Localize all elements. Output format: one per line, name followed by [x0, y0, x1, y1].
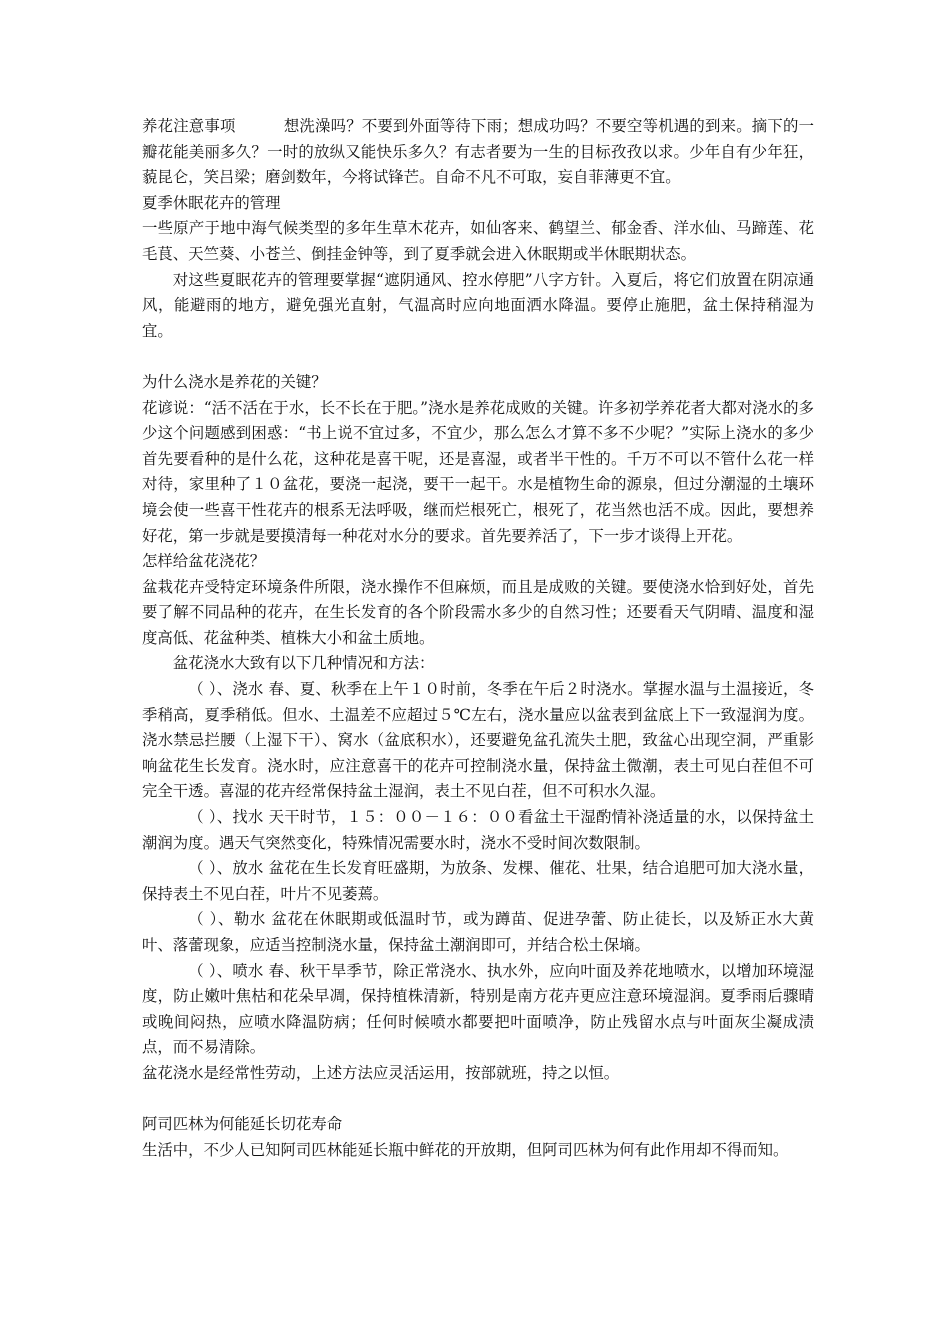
intro-paragraph [142, 114, 814, 191]
paragraph-watering-conclusion: 盆花浇水是经常性劳动，上述方法应灵活运用，按部就班，持之以恒。 [142, 1063, 620, 1082]
blank-line [142, 344, 814, 370]
section-heading-aspirin: 阿司匹林为何能延长切花寿命 [142, 1115, 343, 1134]
blank-line [142, 1087, 814, 1113]
motto-text: 想洗澡吗？不要到外面等待下雨；想成功吗？不要空等机遇的到来。摘下的一瓣花能美丽多久？一时的放纵又能快乐多久？有志者要为一生的目标孜孜以求。少年自有少年狂，藐昆仑，笑吕梁；磨剑数年，今将试锋芒。自命不凡不可取，妄自菲薄更不宜。 [142, 117, 814, 187]
method-item-water: （ ）、浇水 春、夏、秋季在上午１０时前，冬季在午后２时浇水。掌握水温与土温接近，冬季稍高，夏季稍低。但水、土温差不应超过５℃左右，浇水量应以盆表到盆底上下一致湿润为度。浇水禁忌拦腰（上湿下干）、窝水（盆底积水），还要避免盆孔流失土肥，致盆心出现空洞，严重影响盆花生长发育。浇水时，应注意喜干的花卉可控制浇水量，保持盆土微潮，表土可见白茬但不可完全干透。喜湿的花卉经常保持盆土湿润，表土不见白茬，但不可积水久湿。 [142, 680, 814, 801]
section-heading-why-watering: 为什么浇水是养花的关键？ [142, 372, 327, 391]
method-item-find-water: （ ）、找水 天干时节，１５：００－１６：００看盆土干湿酌情补浇适量的水，以保持盆土潮润为度。遇天气突然变化，特殊情况需要水时，浇水不受时间次数限制。 [142, 808, 814, 852]
paragraph-aspirin: 生活中，不少人已知阿司匹林能延长瓶中鲜花的开放期，但阿司匹林为何有此作用却不得而知。 [142, 1140, 789, 1159]
paragraph-dormant-care: 对这些夏眠花卉的管理要掌握“遮阴通风、控水停肥”八字方针。入夏后，将它们放置在阴凉通风，能避雨的地方，避免强光直射，气温高时应向地面洒水降温。要停止施肥，盆土保持稍湿为宜。 [142, 270, 814, 340]
paragraph-dormant-plants: 一些原产于地中海气候类型的多年生草木花卉，如仙客来、鹤望兰、郁金香、洋水仙、马蹄莲、花毛茛、天竺葵、小苍兰、倒挂金钟等，到了夏季就会进入休眠期或半休眠期状态。 [142, 219, 814, 263]
section-heading-summer-dormant: 夏季休眠花卉的管理 [142, 193, 281, 212]
document-title: 养花注意事项 [142, 117, 236, 135]
method-item-restrict-water: （ ）、勒水 盆花在休眠期或低温时节，或为蹲苗、促进孕蕾、防止徒长，以及矫正水大黄叶、落蕾现象，应适当控制浇水量，保持盆土潮润即可，并结合松土保墒。 [142, 910, 814, 954]
paragraph-watering-key: 花谚说：“活不活在于水，长不长在于肥。”浇水是养花成败的关键。许多初学养花者大都对浇水的多少这个问题感到困惑：“书上说不宜过多，不宜少，那么怎么才算不多不少呢？”实际上浇水的多少首先要看种的是什么花，这种花是喜干呢，还是喜湿，或者半干性的。千万不可以不管什么花一样对待，家里种了１０盆花，要浇一起浇，要干一起干。水是植物生命的源泉，但过分潮湿的土壤环境会使一些喜干性花卉的根系无法呼吸，继而烂根死亡，根死了，花当然也活不成。因此，要想养好花，第一步就是要摸清每一种花对水分的要求。首先要养活了，下一步才谈得上开花。 [142, 398, 814, 545]
method-item-release-water: （ ）、放水 盆花在生长发育旺盛期，为放条、发棵、催花、壮果，结合追肥可加大浇水量，保持表土不见白茬，叶片不见萎蔫。 [142, 859, 814, 903]
document-page [142, 114, 814, 1163]
section-heading-how-to-water: 怎样给盆花浇花？ [142, 552, 266, 571]
method-item-spray-water: （ ）、喷水 春、秋干旱季节，除正常浇水、执水外，应向叶面及养花地喷水，以增加环境湿度，防止嫩叶焦枯和花朵早凋，保持植株清新，特别是南方花卉更应注意环境湿润。夏季雨后骤晴或晚间闷热，应喷水降温防病；任何时候喷水都要把叶面喷净，防止残留水点与叶面灰尘凝成渍点，而不易清除。 [142, 961, 814, 1057]
paragraph-potted-watering: 盆栽花卉受特定环境条件所限，浇水操作不但麻烦，而且是成败的关键。要使浇水恰到好处，首先要了解不同品种的花卉，在生长发育的各个阶段需水多少的自然习性；还要看天气阴晴、温度和湿度高低、花盆种类、植株大小和盆土质地。 [142, 577, 814, 647]
paragraph-methods-intro: 盆花浇水大致有以下几种情况和方法： [172, 654, 435, 673]
